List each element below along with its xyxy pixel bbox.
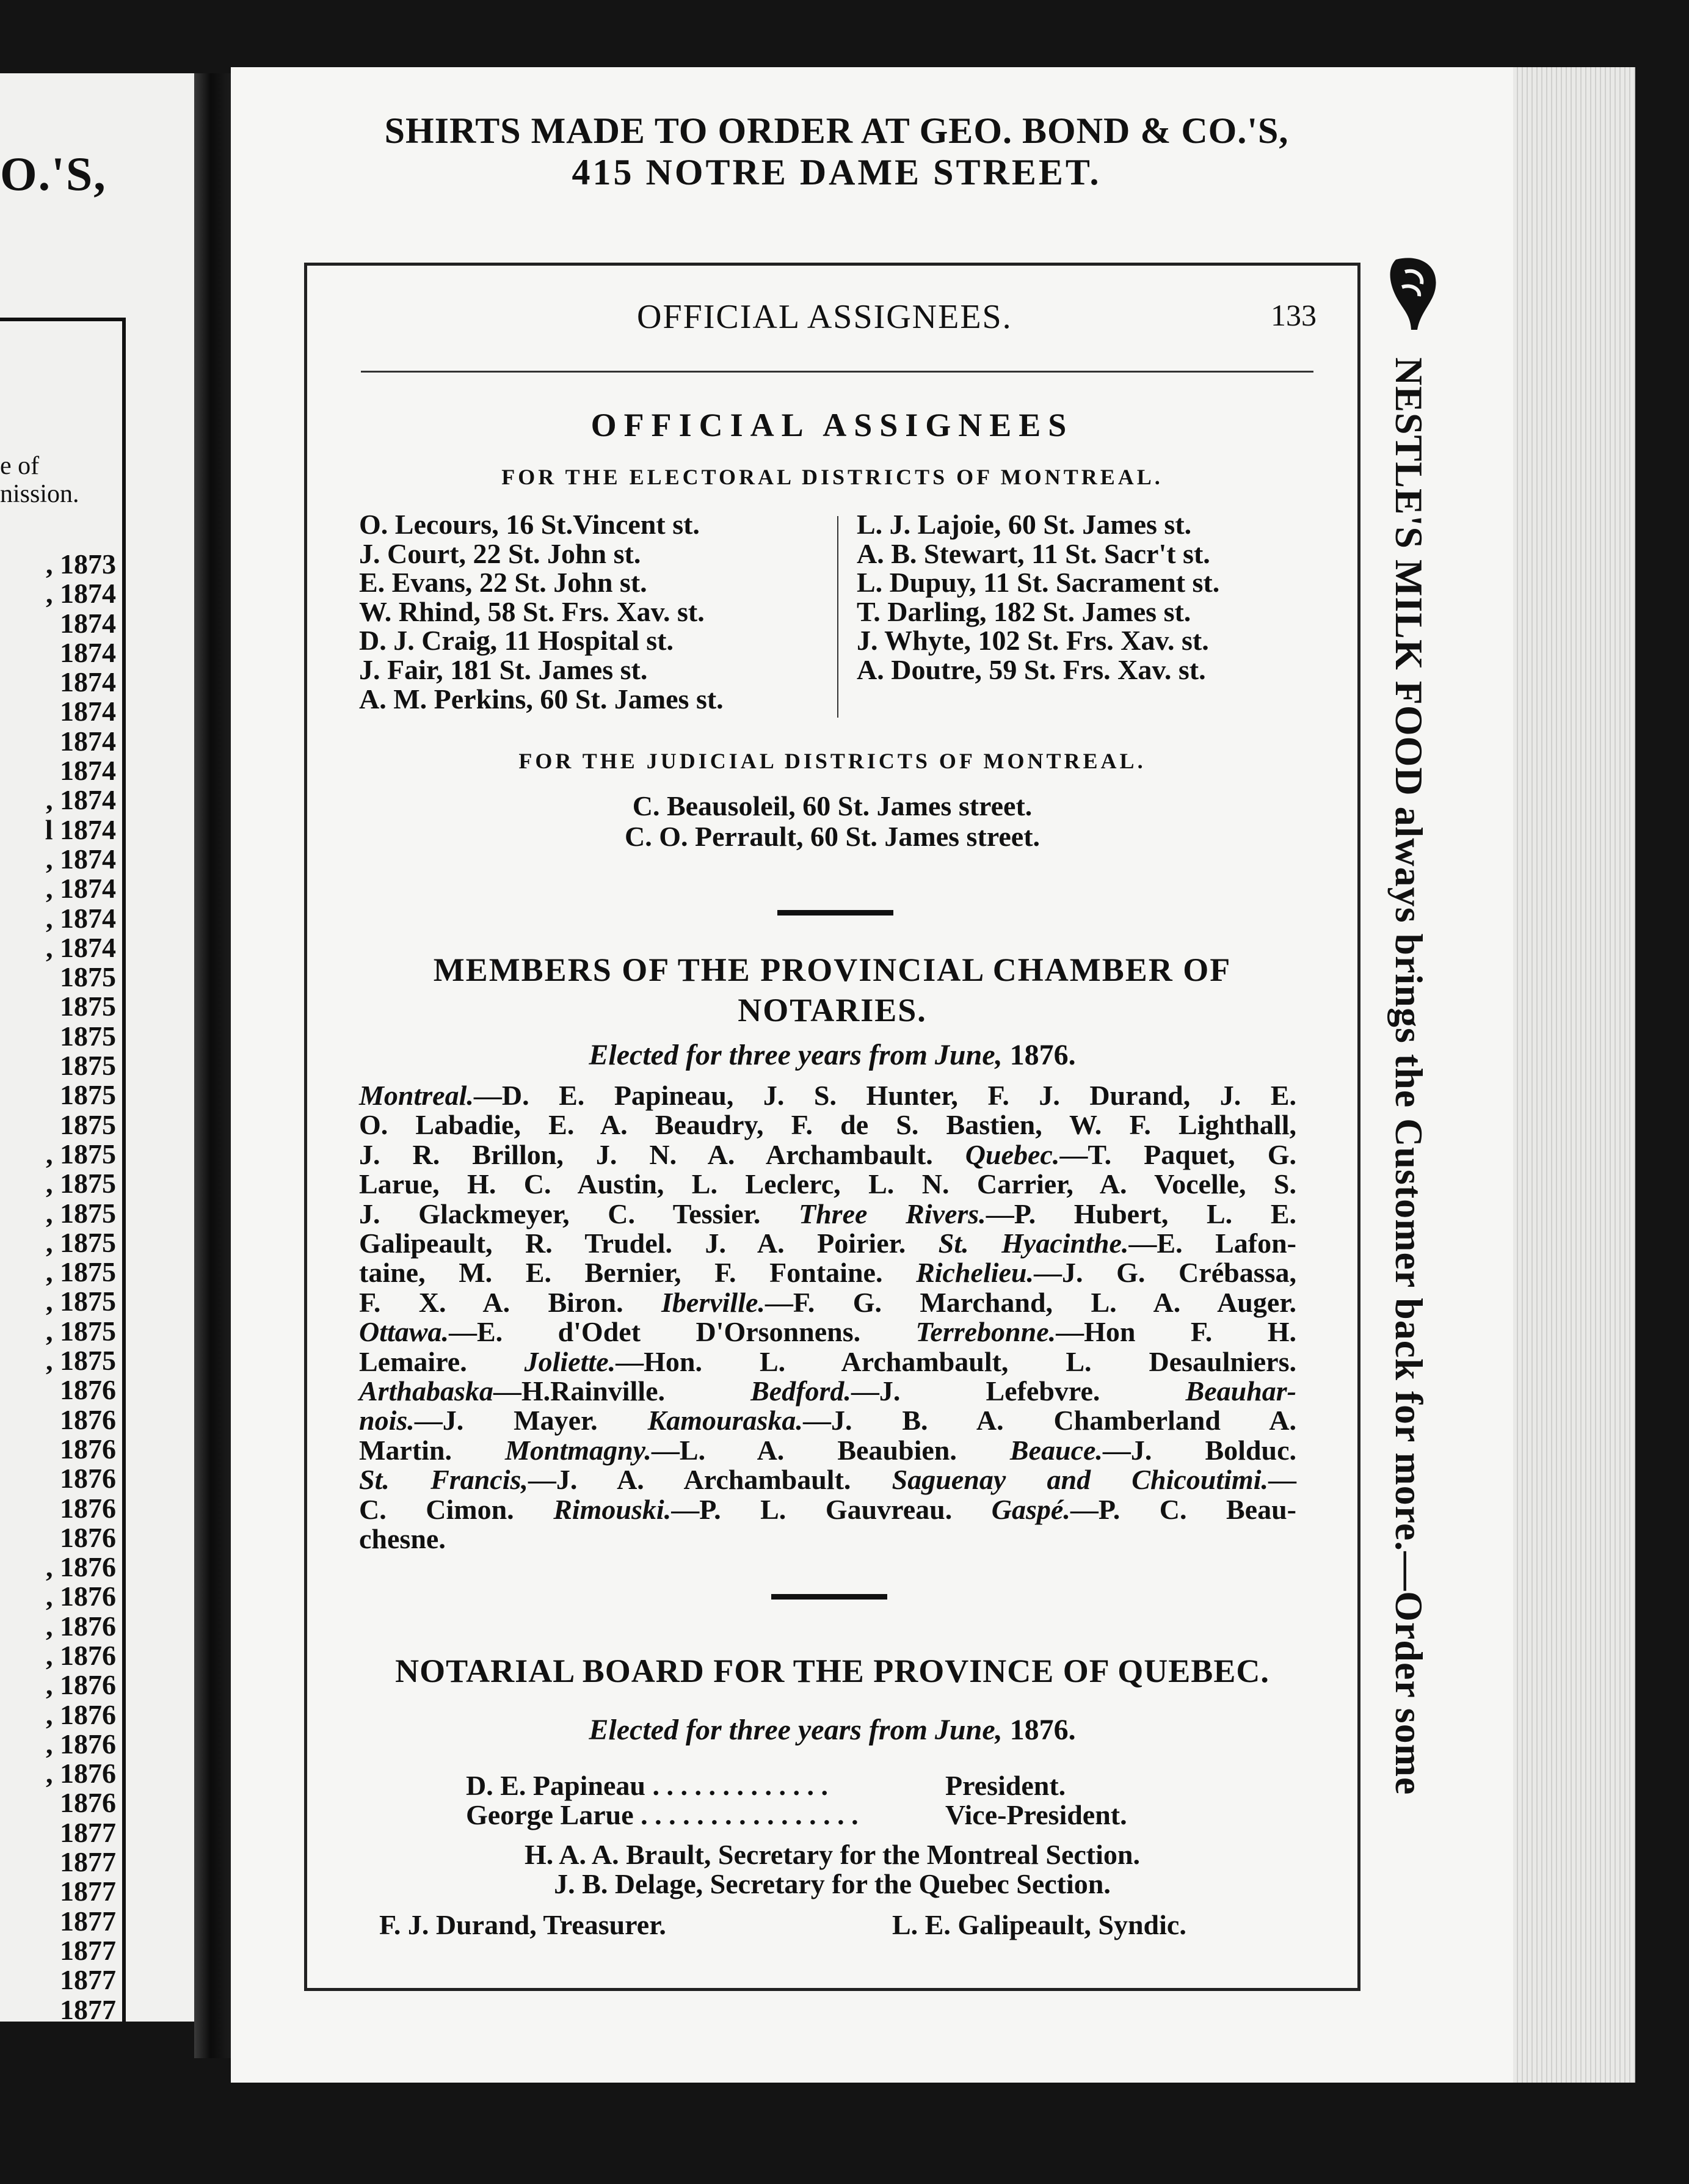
column-divider [837,516,838,718]
notaries-line [359,1199,1296,1229]
notaries-line [359,1524,1296,1554]
content-frame [304,263,1360,1991]
left-year-row: 1875 [60,961,116,993]
left-year-row: 1876 [60,1433,116,1465]
notaries-line [359,1229,1296,1258]
board-elected-text: Elected for three years from June, [589,1714,1003,1746]
board-elected-year: 1876. [1009,1714,1076,1746]
district-name: Arthabaska [359,1375,493,1407]
assignee-entry: D. J. Craig, 11 Hospital st. [359,625,674,657]
header-rule [361,371,1313,373]
notary-names: —F. G. Marchand, L. A. Auger. [765,1286,1296,1318]
district-name: Gaspé. [991,1493,1070,1525]
book-gutter [194,73,231,2058]
judicial-assignees [307,791,1357,852]
chamber-of-notaries-title [307,950,1357,1030]
left-year-row: , 1876 [46,1758,116,1789]
assignee-entry: E. Evans, 22 St. John st. [359,567,647,599]
notary-names: Larue, H. C. Austin, L. Leclerc, L. N. Carrier, A. Vocelle, S. [359,1168,1296,1200]
left-year-row: , 1875 [46,1168,116,1199]
left-year-row: , 1875 [46,1138,116,1170]
board-syndic: L. E. Galipeault, Syndic. [892,1909,1186,1940]
left-year-row: , 1874 [46,873,116,905]
left-year-row: , 1876 [46,1551,116,1583]
district-name: Quebec. [965,1138,1060,1170]
district-name: Bedford. [750,1375,851,1407]
board-elected-note [307,1713,1357,1747]
notaries-line [359,1317,1296,1347]
left-year-row: , 1875 [46,1286,116,1317]
left-year-row: , 1876 [46,1669,116,1701]
left-year-row: , 1875 [46,1197,116,1229]
top-ad-line2: 415 NOTRE DAME STREET. [572,152,1102,192]
district-name: Kamouraska. [647,1405,803,1436]
chamber-elected-year: 1876. [1009,1039,1076,1071]
notary-names: —P. C. Beau- [1070,1493,1296,1525]
left-year-row: 1877 [60,1934,116,1966]
district-name: Saguenay and Chicoutimi. [892,1464,1268,1496]
notary-names: —J. Mayer. [414,1405,648,1436]
assignee-entry: L. Dupuy, 11 St. Sacrament st. [857,567,1220,599]
chamber-title-line1: MEMBERS OF THE PROVINCIAL CHAMBER OF [433,952,1232,988]
left-column-heading-line: e of [0,452,40,480]
left-page-header: O.'S, [0,147,107,200]
notary-names: —T. Paquet, G. [1059,1138,1296,1170]
left-year-row: 1874 [60,696,116,727]
side-ad-slogan: always brings the Customer back for more.—Order some [1387,796,1431,1796]
district-name: Joliette. [524,1345,616,1377]
left-year-row: 1876 [60,1521,116,1553]
notary-names: —H.Rainville. [493,1375,751,1407]
top-ad-line1: SHIRTS MADE TO ORDER AT GEO. BOND & CO.'S, [384,111,1289,151]
notary-names: —E. Lafon- [1128,1228,1296,1259]
notaries-line [359,1347,1296,1377]
pointing-hand-icon [1384,253,1445,339]
section-separator [777,910,893,915]
left-year-row: 1875 [60,1050,116,1082]
district-name: Montmagny. [505,1434,652,1466]
assignee-entry: C. O. Perrault, 60 St. James street. [624,821,1041,852]
left-year-row: , 1874 [46,902,116,934]
district-name: nois. [359,1405,415,1436]
district-name: Richelieu. [916,1257,1034,1289]
left-year-row: l 1874 [45,814,116,845]
notary-names: —J. Lefebvre. [851,1375,1186,1407]
left-year-row: 1877 [60,1964,116,1996]
board-vice-name: George Larue . . . . . . . . . . . . . . . . [466,1799,859,1830]
side-advertisement [1384,253,1451,2055]
left-year-row: , 1876 [46,1610,116,1642]
page-edges [1513,67,1635,2083]
assignee-entry: A. M. Perkins, 60 St. James st. [359,683,724,715]
notary-names: —J. Bolduc. [1102,1434,1296,1466]
judicial-districts-subtitle: FOR THE JUDICIAL DISTRICTS OF MONTREAL. [518,749,1146,773]
left-year-row: , 1875 [46,1256,116,1288]
left-year-row: 1876 [60,1787,116,1819]
running-head-title: OFFICIAL ASSIGNEES. [637,298,1012,336]
electoral-assignees-left-column [359,510,835,713]
district-name: Rimouski. [553,1493,672,1525]
board-secretary-quebec: J. B. Delage, Secretary for the Quebec Section. [554,1868,1111,1899]
notaries-line [359,1377,1296,1406]
district-name: St. Francis, [359,1464,528,1496]
left-page-column-heading [0,452,79,508]
board-treasurer: F. J. Durand, Treasurer. [379,1909,666,1940]
chamber-title-line2: NOTARIES. [738,992,927,1028]
assignee-entry: J. Whyte, 102 St. Frs. Xav. st. [857,625,1209,657]
notary-names: O. Labadie, E. A. Beaudry, F. de S. Bastien, W. F. Lighthall, [359,1109,1296,1141]
notary-names: —P. Hubert, L. E. [986,1198,1296,1229]
district-name: Ottawa. [359,1316,449,1348]
left-year-row: 1877 [60,1846,116,1878]
assignee-entry: O. Lecours, 16 St.Vincent st. [359,509,700,540]
notaries-line [359,1258,1296,1287]
notary-names: J. R. Brillon, J. N. A. Archambault. [359,1138,965,1170]
board-vice-role: Vice-President. [945,1799,1127,1830]
left-year-row: , 1875 [46,1345,116,1377]
district-name: Beauhar- [1185,1375,1296,1407]
left-year-list [0,550,116,2022]
notary-names: Martin. [359,1434,506,1466]
notaries-line [359,1081,1296,1110]
notaries-line [359,1110,1296,1140]
notaries-line [359,1406,1296,1435]
notaries-line [359,1140,1296,1170]
left-year-row: , 1873 [46,548,116,580]
assignee-entry: C. Beausoleil, 60 St. James street. [632,790,1033,821]
notarial-board-title: NOTARIAL BOARD FOR THE PROVINCE OF QUEBEC. [395,1653,1269,1689]
notary-names: — [1268,1464,1296,1496]
board-president-name: D. E. Papineau . . . . . . . . . . . . . [466,1770,828,1801]
left-year-row: 1876 [60,1374,116,1406]
left-year-row: 1874 [60,666,116,698]
notary-names: chesne. [359,1523,446,1555]
electoral-assignees-right-column [857,510,1345,685]
district-name: Three Rivers. [799,1198,986,1229]
left-year-row: , 1875 [46,1226,116,1258]
notary-names: —J. G. Crébassa, [1034,1257,1296,1289]
notaries-line [359,1465,1296,1494]
left-year-row: , 1874 [46,784,116,816]
notary-names: —J. A. Archambault. [528,1464,892,1496]
notary-names: F. X. A. Biron. [359,1286,662,1318]
left-year-row: 1877 [60,1816,116,1848]
notaries-paragraph [359,1081,1296,1554]
left-year-row: 1876 [60,1463,116,1494]
notary-names: C. Cimon. [359,1493,554,1525]
section-separator [771,1594,887,1600]
notary-names: —P. L. Gauvreau. [671,1493,992,1525]
district-name: Terrebonne. [915,1316,1056,1348]
left-year-row: 1877 [60,1993,116,2022]
board-president-role: President. [945,1770,1066,1801]
notary-names: —D. E. Papineau, J. S. Hunter, F. J. Durand, J. E. [473,1080,1296,1111]
left-year-row: 1874 [60,725,116,757]
left-year-row: 1875 [60,991,116,1022]
assignee-entry: J. Fair, 181 St. James st. [359,653,648,685]
left-year-row: 1875 [60,1079,116,1111]
assignee-entry: A. B. Stewart, 11 St. Sacr't st. [857,537,1210,569]
left-year-row: , 1874 [46,843,116,875]
notary-names: Galipeault, R. Trudel. J. A. Poirier. [359,1228,939,1259]
notary-names: —J. B. A. Chamberland A. [802,1405,1297,1436]
notary-names: Lemaire. [359,1345,525,1377]
left-year-row: , 1876 [46,1581,116,1612]
left-year-row: 1876 [60,1492,116,1524]
left-year-row: , 1876 [46,1728,116,1760]
official-assignees-title: OFFICIAL ASSIGNEES [590,407,1074,443]
page-number: 133 [1271,298,1317,332]
chamber-elected-text: Elected for three years from June, [589,1039,1003,1071]
electoral-districts-subtitle: FOR THE ELECTORAL DISTRICTS OF MONTREAL. [501,465,1163,489]
notary-names: —Hon. L. Archambault, L. Desaulniers. [616,1345,1297,1377]
chamber-elected-note [307,1038,1357,1072]
left-year-row: 1877 [60,1876,116,1907]
left-year-row: 1874 [60,755,116,787]
assignee-entry: A. Doutre, 59 St. Frs. Xav. st. [857,653,1206,685]
side-ad-text [1386,357,1431,1795]
notaries-line [359,1288,1296,1317]
notary-names: —L. A. Beaubien. [651,1434,1010,1466]
left-year-row: , 1874 [46,931,116,963]
notaries-line [359,1170,1296,1199]
notaries-line [359,1436,1296,1465]
assignee-entry: T. Darling, 182 St. James st. [857,595,1191,627]
notaries-line [359,1495,1296,1524]
left-year-row: 1874 [60,607,116,639]
notary-names: —Hon F. H. [1056,1316,1296,1348]
district-name: Beauce. [1009,1434,1103,1466]
left-year-row: 1876 [60,1403,116,1435]
notary-names: J. Glackmeyer, C. Tessier. [359,1198,799,1229]
left-year-row: 1874 [60,636,116,668]
left-year-row: , 1874 [46,578,116,610]
district-name: Iberville. [661,1286,765,1318]
left-year-row: , 1875 [46,1315,116,1347]
board-secretary-montreal: H. A. A. Brault, Secretary for the Montreal Section. [524,1839,1140,1870]
left-year-row: 1875 [60,1108,116,1140]
notary-names: taine, M. E. Bernier, F. Fontaine. [359,1257,917,1289]
left-page-fragment [0,73,194,2022]
assignee-entry: J. Court, 22 St. John st. [359,537,641,569]
district-name: St. Hyacinthe. [938,1228,1129,1259]
left-column-heading-line: nission. [0,480,79,508]
side-ad-brand: NESTLE'S MILK FOOD [1387,357,1431,796]
left-year-row: , 1876 [46,1639,116,1671]
left-year-row: 1877 [60,1905,116,1937]
left-year-row: 1875 [60,1020,116,1052]
left-year-row: , 1876 [46,1698,116,1730]
notary-names: —E. d'Odet D'Orsonnens. [448,1316,916,1348]
assignee-entry: L. J. Lajoie, 60 St. James st. [857,509,1192,540]
district-name: Montreal. [359,1080,474,1111]
assignee-entry: W. Rhind, 58 St. Frs. Xav. st. [359,595,705,627]
